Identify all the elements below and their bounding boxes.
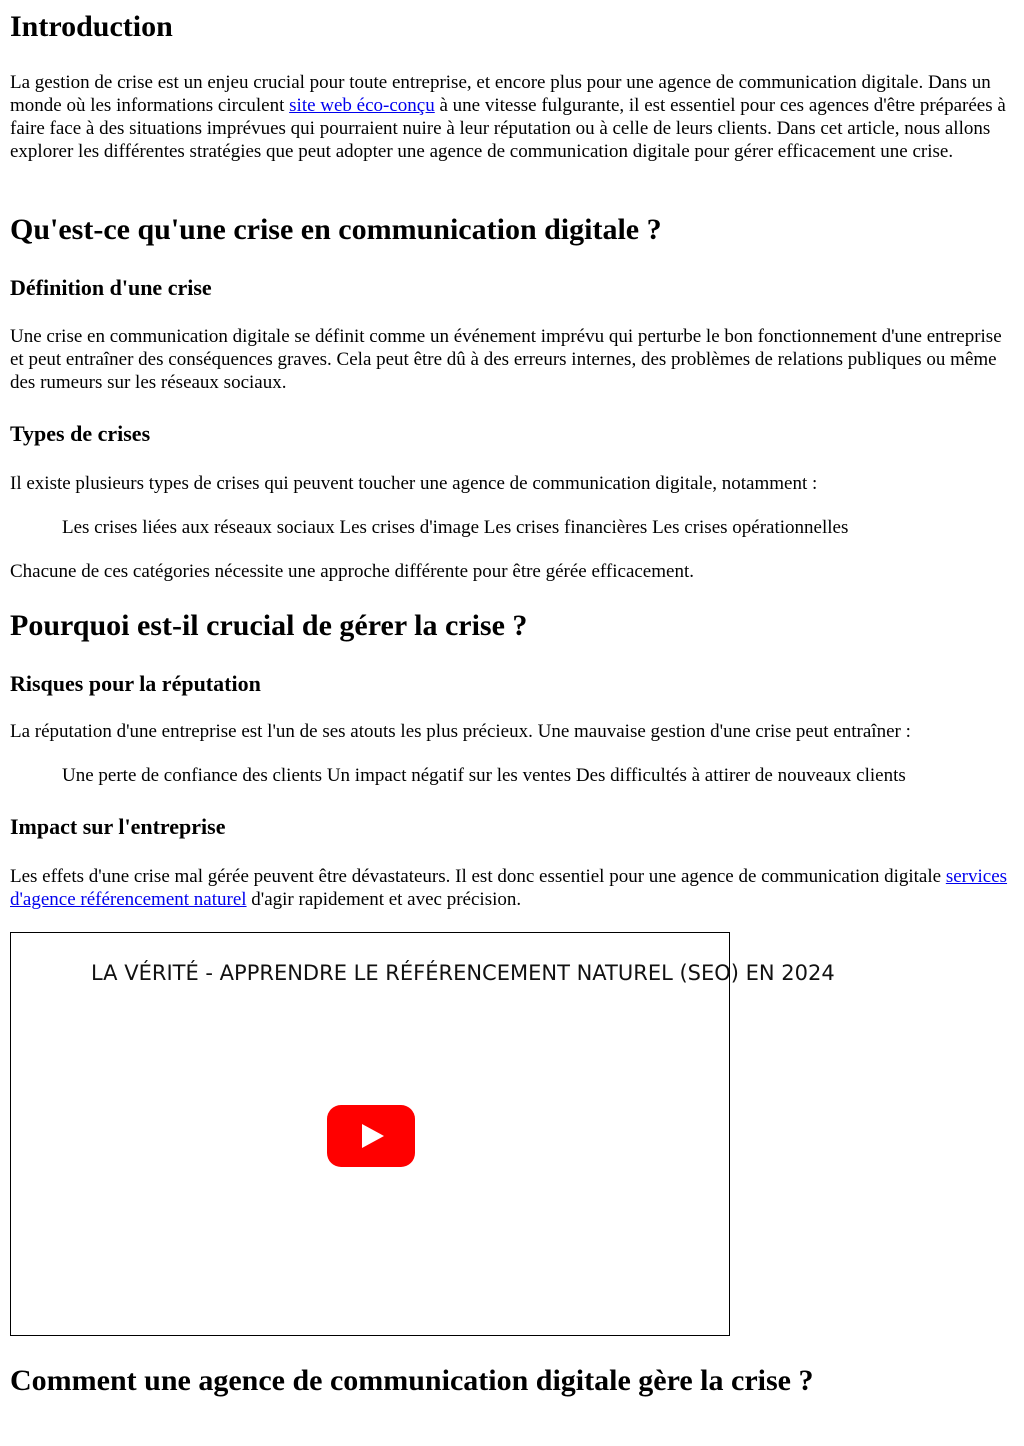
- reputation-heading: Risques pour la réputation: [10, 671, 261, 696]
- types-heading: Types de crises: [10, 421, 151, 446]
- types-after-paragraph: Chacune de ces catégories nécessite une approche différente pour être gérée efficacement.: [10, 561, 694, 582]
- section1-heading: Qu'est-ce qu'une crise en communication digitale ?: [10, 213, 662, 246]
- intro-text-b: à une vitesse fulgurante, il est essentiel pour ces agences d'être préparées à faire face à des situations imprévues qui pourraient nuire à leur réputation ou à celle de leurs clients. Dans cet article, nous allons explorer les différentes stratégies que peut adopter une agence de communication digitale pour gérer efficacement une crise.: [10, 95, 1006, 162]
- types-paragraph: Il existe plusieurs types de crises qui peuvent toucher une agence de communication digitale, notamment :: [10, 473, 818, 494]
- video-embed[interactable]: [10, 932, 835, 1336]
- seo-services-link[interactable]: services d'agence référencement naturel: [10, 866, 1008, 910]
- impact-paragraph: [10, 865, 1010, 911]
- definition-paragraph: Une crise en communication digitale se définit comme un événement imprévu qui perturbe le bon fonctionnement d'une entreprise et peut entraîner des conséquences graves. Cela peut être dû à des erreurs internes, des problèmes de relations publiques ou même des rumeurs sur les réseaux sociaux.: [10, 326, 1002, 393]
- definition-heading: Définition d'une crise: [10, 275, 212, 300]
- section3-heading: Comment une agence de communication digitale gère la crise ?: [10, 1364, 814, 1397]
- video-title[interactable]: LA VÉRITÉ - APPRENDRE LE RÉFÉRENCEMENT NATUREL (SEO) EN 2024: [91, 961, 835, 985]
- intro-heading: Introduction: [10, 10, 173, 43]
- impact-heading: Impact sur l'entreprise: [10, 814, 226, 839]
- play-button[interactable]: [327, 1105, 415, 1167]
- reputation-paragraph: La réputation d'une entreprise est l'un de ses atouts les plus précieux. Une mauvaise gestion d'une crise peut entraîner :: [10, 721, 911, 742]
- intro-paragraph: [10, 71, 1010, 163]
- site-eco-link[interactable]: site web éco-conçu: [289, 95, 435, 116]
- intro-text-a: La gestion de crise est un enjeu crucial pour toute entreprise, et encore plus pour une agence de communication digitale. Dans un monde où les informations circulent: [10, 72, 991, 116]
- types-list: Les crises liées aux réseaux sociaux Les crises d'image Les crises financières Les crises opérationnelles: [62, 517, 849, 538]
- youtube-play-icon: [327, 1105, 415, 1167]
- impact-text-a: Les effets d'une crise mal gérée peuvent être dévastateurs. Il est donc essentiel pour une agence de communication digitale: [10, 866, 946, 887]
- impact-text-b: d'agir rapidement et avec précision.: [246, 889, 522, 910]
- section2-heading: Pourquoi est-il crucial de gérer la crise ?: [10, 609, 528, 642]
- reputation-list: Une perte de confiance des clients Un impact négatif sur les ventes Des difficultés à attirer de nouveaux clients: [62, 765, 906, 786]
